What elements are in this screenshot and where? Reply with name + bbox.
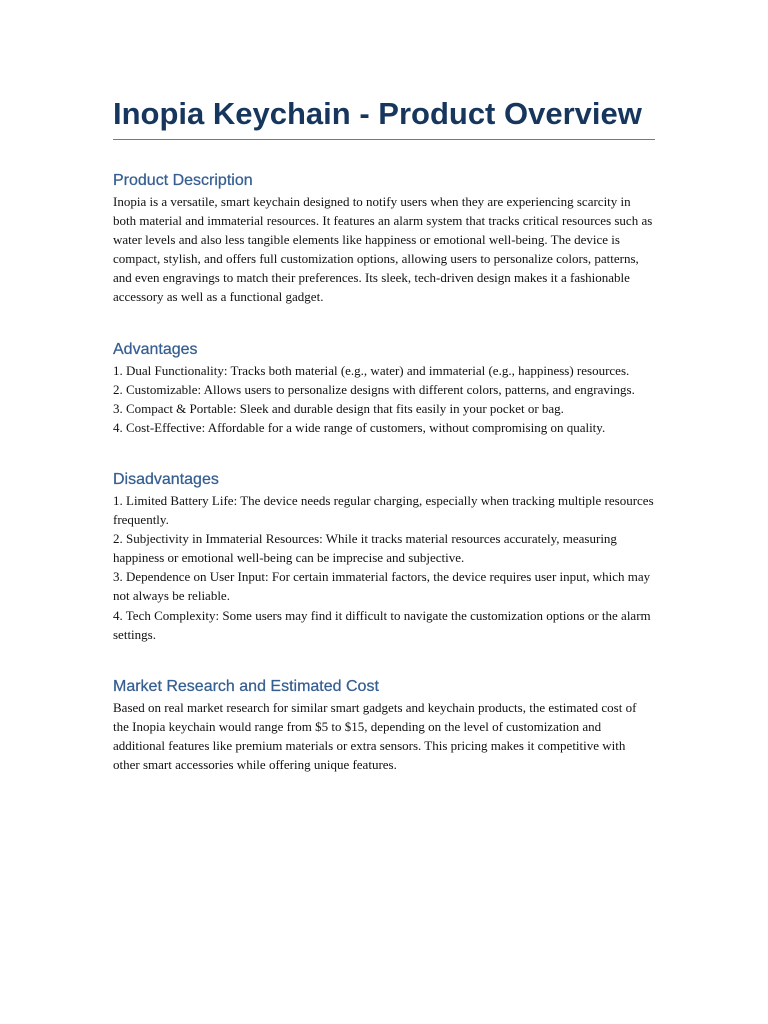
disadvantage-item: 2. Subjectivity in Immaterial Resources: While it tracks material resources accurately, measuring happiness or emotional well-being can be imprecise and subjective.	[113, 531, 617, 566]
disadvantage-item: 1. Limited Battery Life: The device needs regular charging, especially when tracking multiple resources frequently.	[113, 492, 654, 528]
advantage-item: 1. Dual Functionality: Tracks both material (e.g., water) and immaterial (e.g., happiness) resources.	[113, 362, 630, 378]
market-research-section	[113, 677, 655, 774]
market-research-text: Based on real market research for similar smart gadgets and keychain products, the estimated cost of the Inopia keychain would range from $5 to $15, depending on the level of customization and additional features like premium materials or extra sensors. This pricing makes it competitive with other smart accessories while offering unique features.	[113, 699, 637, 772]
advantage-item: 2. Customizable: Allows users to personalize designs with different colors, patterns, and engravings.	[113, 381, 635, 397]
disadvantages-section	[113, 470, 655, 644]
product-description-text: Inopia is a versatile, smart keychain designed to notify users when they are experiencing scarcity in both material and immaterial resources. It features an alarm system that tracks critical resources such as water levels and also less tangible elements like happiness or emotional well-being. The device is compact, stylish, and offers full customization options, allowing users to personalize colors, patterns, and even engravings to match their preferences. Its sleek, tech-driven design makes it a fashionable accessory as well as a functional gadget.	[113, 194, 653, 305]
disadvantage-item: 3. Dependence on User Input: For certain immaterial factors, the device requires user input, which may not always be reliable.	[113, 569, 651, 604]
document-title: Inopia Keychain - Product Overview	[113, 92, 655, 140]
product-description-heading: Product Description	[113, 172, 253, 189]
advantage-item: 4. Cost-Effective: Affordable for a wide range of customers, without compromising on quality.	[113, 419, 606, 435]
market-research-heading: Market Research and Estimated Cost	[113, 677, 379, 695]
advantage-item: 3. Compact & Portable: Sleek and durable design that fits easily in your pocket or bag.	[113, 400, 564, 416]
advantages-heading: Advantages	[113, 340, 198, 358]
product-description-section	[113, 171, 655, 307]
disadvantage-item: 4. Tech Complexity: Some users may find it difficult to navigate the customization options or the alarm settings.	[113, 607, 651, 642]
document-body	[113, 92, 655, 774]
disadvantages-heading: Disadvantages	[113, 470, 219, 488]
advantages-section	[113, 340, 655, 437]
